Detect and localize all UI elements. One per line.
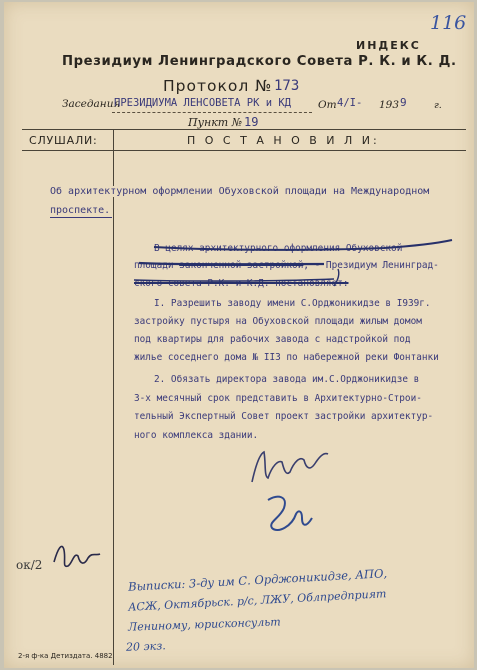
- distribution-line-2: АСЖ, Октябрьск. р/с, ЛЖУ, Облпредприят: [127, 587, 387, 614]
- document-page: [4, 2, 474, 668]
- protocol-label: Протокол №: [163, 77, 273, 95]
- resolved-column-label: П О С Т А Н О В И Л И:: [187, 134, 380, 147]
- point1-line-4: жилье соседнего дома № II3 по набережной реки Фонтанки: [134, 352, 439, 363]
- session-value: ПРЕЗИДИУМА ЛЕНСОВЕТА РК и КД: [114, 97, 292, 109]
- item-number: 19: [244, 115, 259, 129]
- resolution-intro-line-3: ского совета Р.К. и К.Д. постановляет:: [134, 278, 349, 289]
- date-label: От: [318, 99, 337, 111]
- date-value: 4/I-: [337, 97, 363, 109]
- point2-line-2: 3-х месячный срок представить в Архитектурно-Строи-: [134, 393, 422, 404]
- heard-line-2: проспекте.: [50, 205, 111, 216]
- distribution-line-1: Выписки: 3-ду им С. Орджоникидзе, АПО,: [127, 566, 388, 594]
- point2-line-1: 2. Обязать директора завода им.С.Орджоникидзе в: [154, 374, 420, 385]
- page-number: 116: [430, 12, 467, 34]
- intro-struck-words: законченной застройкой: [179, 260, 304, 271]
- column-divider: [113, 129, 114, 665]
- year-prefix: 193: [379, 99, 400, 111]
- point1-line-1: I. Разрешить заводу имени С.Орджоникидзе в I939г.: [154, 298, 431, 309]
- heard-line-1: Об архитектурном оформлении Обуховской площади на Международном: [50, 186, 430, 197]
- point2-line-3: тельный Экспертный Совет проект застройки архитектур-: [134, 411, 434, 422]
- document-title: Президиум Ленинградского Совета Р. К. и К. Д.: [62, 54, 457, 69]
- distribution-line-4: 20 экз.: [125, 639, 166, 654]
- signature-top: [244, 442, 334, 492]
- signature-bottom: [262, 488, 322, 538]
- protocol-number: 173: [274, 78, 300, 94]
- resolution-intro-line-1: В целях архитектурного оформления Обуховской: [154, 243, 403, 254]
- session-underline: [112, 112, 312, 113]
- point2-line-4: ного комплекса здании.: [134, 430, 259, 441]
- year-suffix: г.: [434, 100, 442, 111]
- index-label: ИНДЕКС: [356, 39, 421, 52]
- item-label: Пункт №: [188, 116, 243, 129]
- point1-line-3: под квартиры для рабочих завода с надстройкой под: [134, 334, 411, 345]
- header-rule-top: [22, 129, 466, 130]
- margin-ok-label: ок/2: [16, 558, 43, 572]
- heard-column-label: СЛУШАЛИ:: [29, 134, 98, 147]
- header-rule-bottom: [22, 150, 466, 151]
- point1-line-2: застройку пустыря на Обуховской площади жилым домом: [134, 316, 422, 327]
- heard-underline: [50, 217, 112, 218]
- year-digit: 9: [400, 96, 407, 109]
- intro-word-ploshchadi: площади: [134, 260, 174, 271]
- intro-line2-tail: , - Президиум Ленинград-: [303, 260, 439, 271]
- session-label: Заседания: [62, 98, 121, 110]
- distribution-line-3: Лениному, юрисконсульт: [127, 615, 281, 634]
- margin-initials: [48, 538, 108, 574]
- printer-imprint: 2-я ф-ка Детиздата. 4882: [18, 652, 113, 660]
